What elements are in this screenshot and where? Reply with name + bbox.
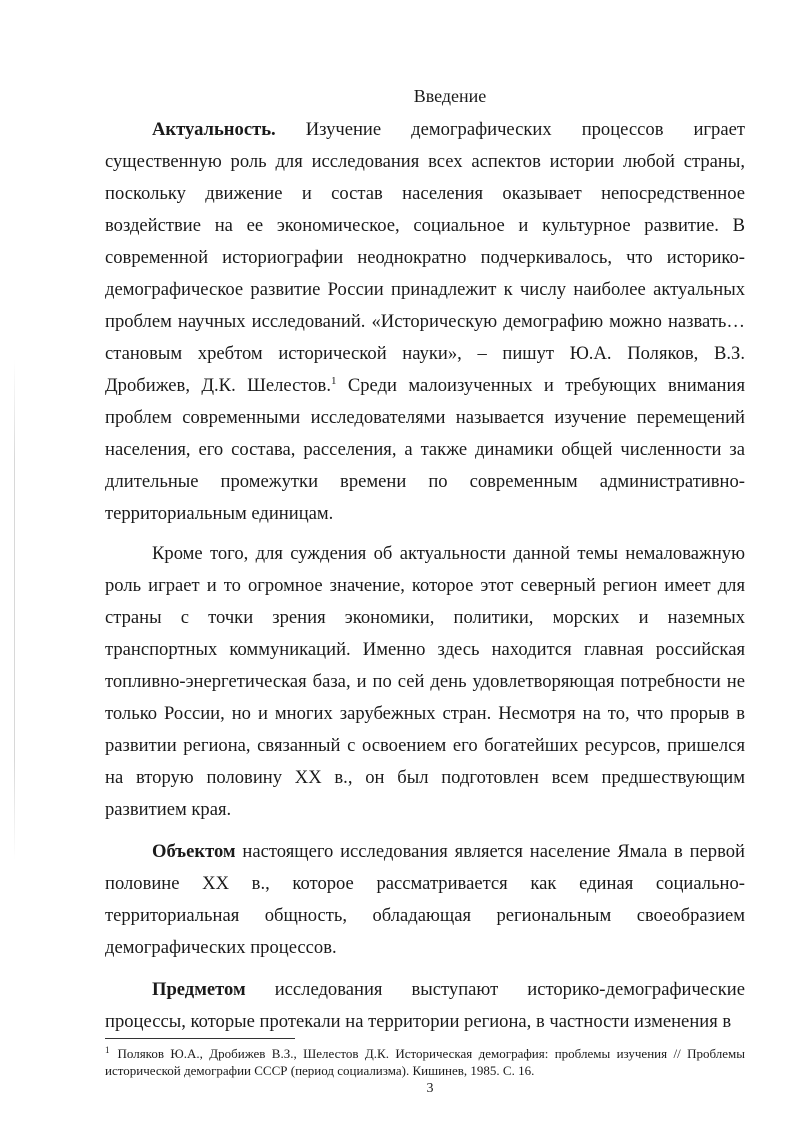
footnote-divider xyxy=(105,1038,295,1039)
paragraph-relevance xyxy=(105,114,745,530)
subject-text: исследования выступают историко-демографические процессы, которые протекали на территории региона, в частности изменения в xyxy=(105,979,745,1032)
relevance-text-b: Среди малоизученных и требующих внимания проблем современными исследователями называется изучение перемещений населения, его состава, расселения, а также динамики общей численности за длительные промежутки времени по современным административно-территориальным единицам. xyxy=(105,375,746,524)
paragraph-gap xyxy=(105,530,745,538)
object-text: настоящего исследования является население Ямала в первой половине XX в., которое рассматривается как единая социально-территориальная общность, обладающая региональным своеобразием демографических процессов. xyxy=(105,841,745,958)
paragraph-importance: Кроме того, для суждения об актуальности данной темы немаловажную роль играет и то огромное значение, которое этот северный регион имеет для страны с точки зрения экономики, политики, морских и наземных транспортных коммуникаций. Именно здесь находится главная российская топливно-энергетическая база, и по сей день удовлетворяющая потребности не только России, но и многих зарубежных стран. Несмотря на то, что прорыв в развитии региона, связанный с освоением его богатейших ресурсов, пришелся на вторую половину XX в., он был подготовлен всем предшествующим развитием края. xyxy=(105,543,745,820)
page-number: 3 xyxy=(426,1081,434,1096)
footnote-number: 1 xyxy=(105,1044,110,1055)
scan-margin-mark xyxy=(14,360,15,860)
object-lead: Объектом xyxy=(152,841,236,862)
subject-lead: Предметом xyxy=(152,979,246,1000)
paragraph-object xyxy=(105,836,745,964)
relevance-text-a: Изучение демографических процессов играет существенную роль для исследования всех аспектов истории любой страны, поскольку движение и состав населения оказывает непосредственное воздействие на ее экономическое, социальное и культурное развитие. В современной историографии неоднократно подчеркивалось, что историко-демографическое развитие России принадлежит к числу наиболее актуальных проблем научных исследований. «Историческую демографию можно назвать… становым хребтом исторической науки», – пишут Ю.А. Поляков, В.З. Дробижев, Д.К. Шелестов. xyxy=(105,119,745,396)
body-text xyxy=(105,114,745,1038)
footnote xyxy=(105,1045,745,1079)
paragraph-gap xyxy=(105,964,745,974)
footnote-text: Поляков Ю.А., Дробижев В.З., Шелестов Д.К. Историческая демография: проблемы изучения // Проблемы исторической демографии СССР (период социализма). Кишинев, 1985. С. 16. xyxy=(105,1046,745,1078)
footnote-reference: 1 xyxy=(330,374,337,387)
relevance-lead: Актуальность. xyxy=(152,119,276,140)
section-heading: Введение xyxy=(413,86,487,106)
paragraph-gap xyxy=(105,826,745,836)
paragraph-subject xyxy=(105,974,745,1038)
